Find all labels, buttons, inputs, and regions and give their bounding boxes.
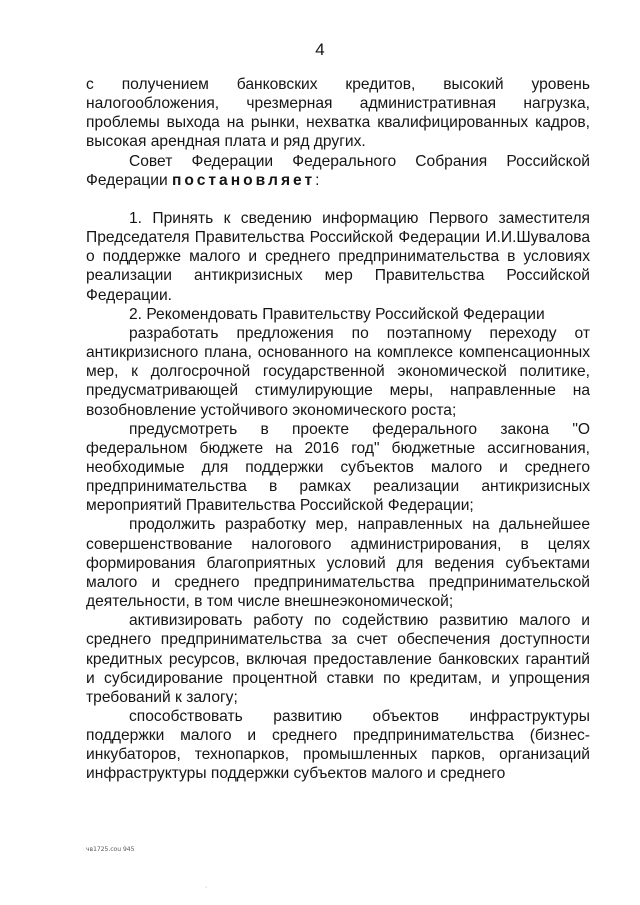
paragraph-item-2: 2. Рекомендовать Правительству Российской Федерации (129, 305, 545, 323)
document-body (86, 75, 590, 784)
paragraph-resolution (86, 152, 590, 190)
paragraph-recommendation-budget: предусмотреть в проекте федерального закона "О федеральном бюджете на 2016 год" бюджетные ассигнования, необходимые для поддержки субъектов малого и среднего предпринимательства в рамках реализации антикризисных мероприятий Правительства Российской Федерации; (86, 420, 590, 515)
footer-document-code: чв1725.cou 945 (86, 846, 135, 853)
resolution-lead-text: Совет Федерации Федерального Собрания Российской Федерации (86, 152, 590, 189)
paragraph-recommendation-credit: активизировать работу по содействию развитию малого и среднего предпринимательства за счет обеспечения доступности кредитных ресурсов, включая предоставление банковских гарантий и субсидирование процентной ставки по кредитам, и упрощения требований к залогу; (86, 612, 590, 706)
paragraph-recommendation-develop: разработать предложения по поэтапному переходу от антикризисного плана, основанного на комплексе компенсационных мер, к долгосрочной государственной экономической политике, предусматривающей стимулирующие меры, направленные на возобновление устойчивого экономического роста; (86, 324, 590, 419)
paragraph-intro-continuation: с получением банковских кредитов, высокий уровень налогообложения, чрезмерная административная нагрузка, проблемы выхода на рынки, нехватка квалифицированных кадров, высокая арендная плата и ряд других. (86, 76, 590, 151)
page-number: 4 (315, 40, 325, 59)
paragraph-recommendation-tax: продолжить разработку мер, направленных на дальнейшее совершенствование налогового администрирования, в целях формирования благоприятных условий для ведения субъектами малого и среднего предпринимательства предпринимательской деятельности, в том числе внешнеэкономической; (86, 516, 590, 611)
resolution-keyword: постановляет (172, 171, 316, 189)
paragraph-item-1: 1. Принять к сведению информацию Первого заместителя Председателя Правительства Российской Федерации И.И.Шувалова о поддержке малого и среднего предпринимательства в условиях реализации антикризисных мер Правительства Российской Федерации. (86, 209, 590, 304)
paragraph-recommendation-infrastructure: способствовать развитию объектов инфраструктуры поддержки малого и среднего предпринимательства (бизнес-инкубаторов, технопарков, промышленных парков, организаций инфраструктуры поддержки субъектов малого и среднего (86, 708, 590, 783)
scan-artifact-dot: · (205, 884, 208, 891)
resolution-colon: : (315, 171, 320, 189)
paragraph-gap (86, 190, 590, 209)
